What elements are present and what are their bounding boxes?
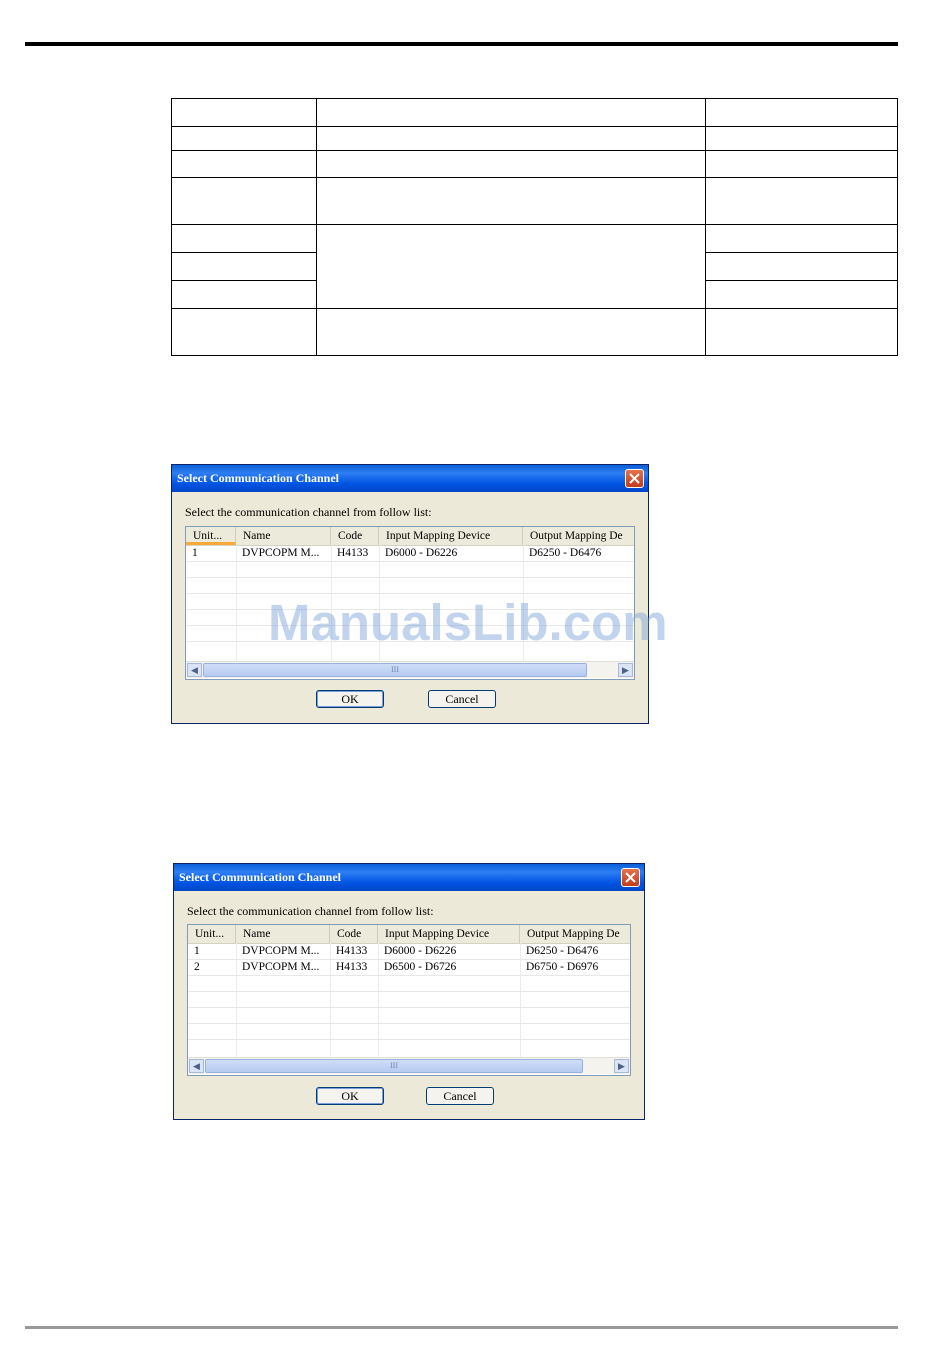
spec-table (171, 98, 898, 356)
ok-button[interactable]: OK (316, 1087, 384, 1105)
cell-output-mapping: D6750 - D6976 (526, 961, 599, 973)
cell-code: H4133 (336, 961, 368, 973)
cell-unit: 2 (194, 961, 200, 973)
table-row (172, 151, 898, 178)
table-cell (172, 281, 317, 309)
empty-row (188, 1024, 630, 1040)
dialog-titlebar (174, 864, 644, 891)
empty-row (188, 976, 630, 992)
scroll-right-button[interactable]: ▶ (618, 663, 633, 677)
table-cell (317, 127, 706, 151)
table-cell (172, 151, 317, 178)
cancel-button[interactable]: Cancel (428, 690, 496, 708)
close-icon (625, 872, 636, 883)
scroll-right-button[interactable]: ▶ (614, 1059, 629, 1073)
table-cell (706, 309, 898, 356)
close-button[interactable] (621, 868, 640, 887)
cell-code: H4133 (337, 547, 369, 559)
list-row[interactable] (188, 960, 630, 976)
watermark: ManualsLib.com (268, 594, 668, 651)
cell-name: DVPCOPM M... (242, 547, 320, 559)
cancel-button[interactable]: Cancel (426, 1087, 494, 1105)
cell-name: DVPCOPM M... (242, 945, 320, 957)
list-row[interactable] (186, 546, 634, 562)
close-icon (629, 473, 640, 484)
column-header-name[interactable]: Name (236, 925, 330, 943)
column-header-output-mapping[interactable]: Output Mapping De (530, 530, 623, 542)
horizontal-scrollbar[interactable] (186, 661, 634, 678)
empty-row (186, 562, 634, 578)
table-cell (172, 99, 317, 127)
empty-row (186, 578, 634, 594)
cell-unit: 1 (194, 945, 200, 957)
table-row (172, 309, 898, 356)
dialog-titlebar (172, 465, 648, 492)
column-header-unit[interactable]: Unit... (188, 925, 236, 943)
cell-name: DVPCOPM M... (242, 961, 320, 973)
scroll-left-button[interactable]: ◀ (187, 663, 202, 677)
table-cell (706, 253, 898, 281)
dialog-prompt: Select the communication channel from follow list: (187, 904, 434, 918)
table-cell (706, 225, 898, 253)
table-cell (172, 225, 317, 253)
cell-input-mapping: D6000 - D6226 (385, 547, 458, 559)
column-header-name[interactable]: Name (236, 527, 331, 545)
empty-row (188, 992, 630, 1008)
dialog-title: Select Communication Channel (177, 471, 339, 485)
cell-output-mapping: D6250 - D6476 (526, 945, 599, 957)
scroll-left-button[interactable]: ◀ (189, 1059, 204, 1073)
empty-row (188, 1008, 630, 1024)
horizontal-scrollbar[interactable] (188, 1057, 630, 1074)
table-header-row (172, 99, 898, 127)
bottom-rule (25, 1326, 898, 1329)
table-cell (172, 178, 317, 225)
table-cell (172, 253, 317, 281)
table-cell (706, 99, 898, 127)
select-channel-dialog-2 (173, 863, 645, 1120)
cell-input-mapping: D6500 - D6726 (384, 961, 457, 973)
table-row (172, 178, 898, 225)
table-cell (706, 281, 898, 309)
table-cell (706, 151, 898, 178)
column-header-input-mapping[interactable]: Input Mapping Device (379, 527, 523, 545)
table-cell (317, 99, 706, 127)
dialog-title: Select Communication Channel (179, 870, 341, 884)
cell-unit: 1 (192, 547, 198, 559)
scroll-thumb[interactable]: III (203, 663, 587, 677)
column-header-code[interactable]: Code (330, 925, 378, 943)
ok-button[interactable]: OK (316, 690, 384, 708)
table-cell (172, 127, 317, 151)
table-cell (317, 151, 706, 178)
table-cell (706, 127, 898, 151)
list-header (188, 925, 630, 944)
cell-output-mapping: D6250 - D6476 (529, 547, 602, 559)
list-row[interactable] (188, 944, 630, 960)
table-cell (706, 178, 898, 225)
table-row (172, 127, 898, 151)
dialog-prompt: Select the communication channel from follow list: (185, 505, 432, 519)
top-rule (25, 42, 898, 46)
column-header-code[interactable]: Code (331, 527, 379, 545)
scroll-thumb[interactable]: III (205, 1059, 583, 1073)
cell-code: H4133 (336, 945, 368, 957)
channel-list[interactable] (187, 924, 631, 1076)
table-cell-merged (317, 225, 706, 309)
column-header-unit[interactable]: Unit... (186, 527, 236, 545)
close-button[interactable] (625, 469, 644, 488)
table-cell (317, 178, 706, 225)
table-row (172, 225, 898, 253)
table-cell (317, 309, 706, 356)
list-header (186, 527, 634, 546)
table-cell (172, 309, 317, 356)
cell-input-mapping: D6000 - D6226 (384, 945, 457, 957)
column-header-output-mapping[interactable]: Output Mapping De (527, 928, 620, 940)
column-header-input-mapping[interactable]: Input Mapping Device (378, 925, 520, 943)
